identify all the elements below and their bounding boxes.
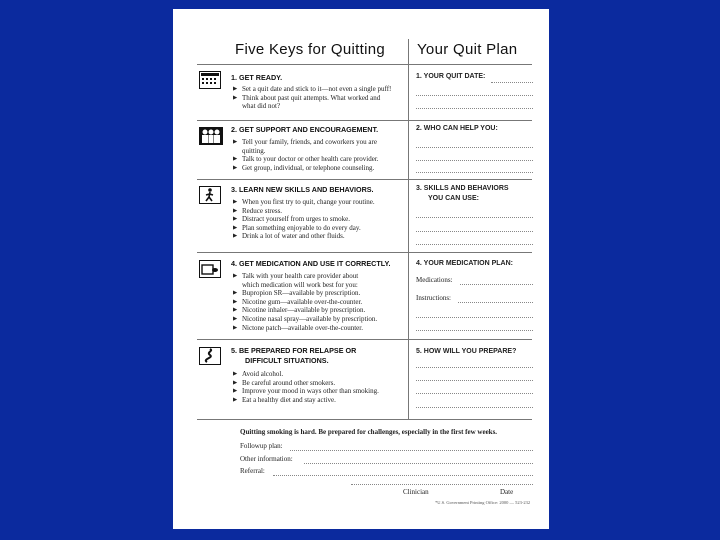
key-5-bullet: ▶ Avoid alcohol. <box>233 370 379 379</box>
prepare-line-4[interactable] <box>416 407 533 408</box>
key-5-title: 5. BE PREPARED FOR RELAPSE OR <box>231 346 357 355</box>
key-4-title: 4. GET MEDICATION AND USE IT CORRECTLY. <box>231 259 391 268</box>
people-icon <box>199 127 221 145</box>
key-2-bullet: ▶ Talk to your doctor or other health care provider. <box>233 155 379 164</box>
other-info-label: Other information: <box>240 455 293 463</box>
key-3-bullet: ▶ When you first try to quit, change your routine. <box>233 198 375 207</box>
medications-label: Medications: <box>416 276 453 284</box>
help-line-1[interactable] <box>416 147 533 148</box>
calendar-icon <box>199 71 221 89</box>
walking-person-icon <box>199 186 221 204</box>
signature-line[interactable] <box>351 484 533 485</box>
winding-road-icon <box>199 347 221 365</box>
instructions-line-2[interactable] <box>416 317 533 318</box>
your-quit-plan-title: Your Quit Plan <box>417 41 518 58</box>
key-5-title-cont: DIFFICULT SITUATIONS. <box>245 356 329 365</box>
key-4-bullet: ▶ Nicotine inhaler—available by prescription. <box>233 306 377 315</box>
plan-1-label: 1. YOUR QUIT DATE: <box>416 73 486 80</box>
key-1-bullet: ▶ Set a quit date and stick to it—not even a single puff! <box>233 85 391 94</box>
printing-office-note: *U.S. Government Printing Office: 2000 — 523-232 <box>435 500 531 505</box>
key-4-bullet-cont: which medication will work best for you: <box>242 280 358 289</box>
divider-5 <box>197 419 532 420</box>
referral-line[interactable] <box>273 475 533 476</box>
key-1-bullets <box>233 85 391 111</box>
medications-line[interactable] <box>460 284 533 285</box>
divider-4 <box>197 339 532 340</box>
plan-4-label: 4. YOUR MEDICATION PLAN: <box>416 260 513 267</box>
key-4-bullet: ▶ Nicotine nasal spray—available by prescription. <box>233 315 377 324</box>
key-4-bullets <box>233 272 377 332</box>
skills-line-1[interactable] <box>416 217 533 218</box>
instructions-line[interactable] <box>458 302 533 303</box>
key-4-bullet: ▶ Nictone patch—available over-the-counter. <box>233 324 377 333</box>
key-3-bullet: ▶ Drink a lot of water and other fluids. <box>233 232 375 241</box>
clinician-label: Clinician <box>403 488 429 496</box>
five-keys-title: Five Keys for Quitting <box>235 41 385 58</box>
key-1-bullet: ▶ Think about past quit attempts. What worked and <box>233 94 391 103</box>
key-3-bullets <box>233 198 375 241</box>
divider-2 <box>197 179 532 180</box>
key-5-bullets <box>233 370 379 404</box>
divider-top <box>197 64 532 65</box>
instructions-line-3[interactable] <box>416 330 533 331</box>
key-2-bullet-cont: quitting. <box>242 146 266 155</box>
prepare-line-1[interactable] <box>416 367 533 368</box>
key-4-bullet: ▶ Bupropion SR—available by prescription. <box>233 289 377 298</box>
quit-date-line[interactable] <box>491 82 533 83</box>
key-2-bullet: ▶ Tell your family, friends, and coworkers you are <box>233 138 379 147</box>
plan-5-label: 5. HOW WILL YOU PREPARE? <box>416 348 517 355</box>
key-4-bullet: ▶ Nicotine gum—available over-the-counter. <box>233 298 377 307</box>
help-line-3[interactable] <box>416 172 533 173</box>
skills-line-2[interactable] <box>416 231 533 232</box>
help-line-2[interactable] <box>416 160 533 161</box>
plan-3-label-cont: YOU CAN USE: <box>428 195 479 202</box>
skills-line-3[interactable] <box>416 244 533 245</box>
plan-3-label: 3. SKILLS AND BEHAVIORS <box>416 185 509 192</box>
quit-date-line-3[interactable] <box>416 108 533 109</box>
prepare-line-3[interactable] <box>416 393 533 394</box>
plan-2-label: 2. WHO CAN HELP YOU: <box>416 125 498 132</box>
footer-notice: Quitting smoking is hard. Be prepared for challenges, especially in the first few weeks. <box>240 428 498 436</box>
key-3-bullet: ▶ Distract yourself from urges to smoke. <box>233 215 375 224</box>
key-5-bullet: ▶ Eat a healthy diet and stay active. <box>233 396 379 405</box>
quit-plan-sheet <box>173 9 549 529</box>
key-1-bullet-cont: what did not? <box>242 102 281 111</box>
referral-label: Referral: <box>240 467 265 475</box>
other-info-line[interactable] <box>304 463 533 464</box>
key-2-title: 2. GET SUPPORT AND ENCOURAGEMENT. <box>231 125 379 134</box>
date-label: Date <box>500 488 514 496</box>
key-5-bullet: ▶ Improve your mood in ways other than smoking. <box>233 387 379 396</box>
followup-label: Followup plan: <box>240 442 283 450</box>
key-4-bullet: ▶ Talk with your health care provider about <box>233 272 377 281</box>
key-5-bullet: ▶ Be careful around other smokers. <box>233 379 379 388</box>
medication-icon <box>199 260 221 278</box>
divider-3 <box>197 252 532 253</box>
key-3-title: 3. LEARN NEW SKILLS AND BEHAVIORS. <box>231 185 374 194</box>
instructions-label: Instructions: <box>416 294 451 302</box>
column-divider <box>408 39 409 419</box>
prepare-line-2[interactable] <box>416 380 533 381</box>
key-2-bullets <box>233 138 379 172</box>
quit-date-line-2[interactable] <box>416 95 533 96</box>
followup-line[interactable] <box>290 450 533 451</box>
key-1-title: 1. GET READY. <box>231 73 283 82</box>
key-3-bullet: ▶ Plan something enjoyable to do every day. <box>233 224 375 233</box>
key-3-bullet: ▶ Reduce stress. <box>233 207 375 216</box>
key-2-bullet: ▶ Get group, individual, or telephone counseling. <box>233 164 379 173</box>
divider-1 <box>197 120 532 121</box>
